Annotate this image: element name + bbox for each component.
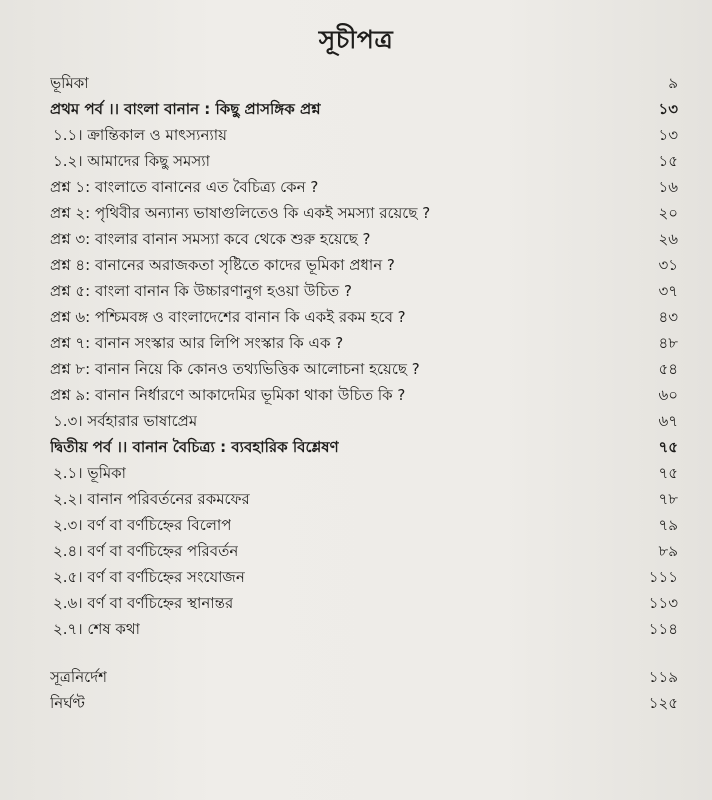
section-gap — [50, 644, 678, 666]
toc-entry-page: ১২৫ — [648, 694, 678, 712]
toc-entry-page: ১১৯ — [648, 668, 678, 686]
toc-entry — [50, 72, 678, 98]
toc-entry-label: ২.৫। বর্ণ বা বর্ণচিহ্নের সংযোজন — [53, 568, 245, 586]
toc-entry-label: ২.৩। বর্ণ বা বর্ণচিহ্নের বিলোপ — [53, 516, 232, 534]
toc-entry-label: প্রশ্ন ২: পৃথিবীর অন্যান্য ভাষাগুলিতেও কি একই সমস্যা রয়েছে ? — [50, 204, 431, 222]
toc-entry — [50, 592, 678, 618]
table-of-contents — [50, 72, 678, 718]
toc-entry — [50, 566, 678, 592]
toc-entry-page: ৭৫ — [658, 464, 678, 482]
toc-entry-page: ৪৮ — [658, 334, 678, 352]
toc-entry-page: ৭৯ — [658, 516, 678, 534]
toc-entry — [50, 514, 678, 540]
toc-entry-label: প্রশ্ন ৭: বানান সংস্কার আর লিপি সংস্কার কি এক ? — [50, 334, 344, 352]
toc-entry-page: ১৬ — [658, 178, 678, 196]
toc-entry — [50, 618, 678, 644]
toc-entry — [50, 410, 678, 436]
toc-entry-label: ১.১। ক্রান্তিকাল ও মাৎস্যন্যায় — [53, 126, 227, 144]
toc-entry — [50, 384, 678, 410]
toc-entry-label: দ্বিতীয় পর্ব ।। বানান বৈচিত্র্য : ব্যবহারিক বিশ্লেষণ — [50, 438, 339, 456]
toc-entry — [50, 280, 678, 306]
toc-entry-label: প্রশ্ন ৫: বাংলা বানান কি উচ্চারণানুগ হওয়া উচিত ? — [50, 282, 352, 300]
toc-entry-label: ১.২। আমাদের কিছু সমস্যা — [53, 152, 210, 170]
toc-part-heading — [50, 98, 678, 124]
toc-entry-page: ৭৮ — [658, 490, 678, 508]
toc-entry-label: প্রশ্ন ৪: বানানের অরাজকতা সৃষ্টিতে কাদের ভূমিকা প্রধান ? — [50, 256, 395, 274]
toc-entry — [50, 332, 678, 358]
toc-entry-label: প্রশ্ন ৮: বানান নিয়ে কি কোনও তথ্যভিত্তিক আলোচনা হয়েছে ? — [50, 360, 420, 378]
toc-entry-label: প্রশ্ন ৩: বাংলার বানান সমস্যা কবে থেকে শুরু হয়েছে ? — [50, 230, 371, 248]
toc-entry-label: ভূমিকা — [50, 74, 89, 92]
toc-entry-page: ৬০ — [658, 386, 678, 404]
toc-entry-label: প্রশ্ন ৯: বানান নির্ধারণে আকাদেমির ভূমিকা থাকা উচিত কি ? — [50, 386, 406, 404]
toc-entry — [50, 150, 678, 176]
toc-entry-label: ২.৬। বর্ণ বা বর্ণচিহ্নের স্থানান্তর — [53, 594, 234, 612]
toc-entry-label: প্রশ্ন ৬: পশ্চিমবঙ্গ ও বাংলাদেশের বানান কি একই রকম হবে ? — [50, 308, 406, 326]
toc-entry-label: ২.৭। শেষ কথা — [53, 620, 140, 638]
toc-entry — [50, 358, 678, 384]
toc-entry-label: নির্ঘণ্ট — [50, 694, 85, 712]
toc-entry — [50, 254, 678, 280]
toc-entry-label: ২.২। বানান পরিবর্তনের রকমফের — [53, 490, 250, 508]
toc-entry-page: ৩১ — [658, 256, 678, 274]
toc-entry-label: সূত্রনির্দেশ — [50, 668, 107, 686]
toc-entry-page: ১৩ — [658, 126, 678, 144]
page-title: সূচীপত্র — [318, 25, 394, 54]
toc-entry-page: ২০ — [658, 204, 678, 222]
toc-entry-page: ৬৭ — [658, 412, 678, 430]
toc-entry — [50, 202, 678, 228]
toc-entry — [50, 462, 678, 488]
toc-entry — [50, 488, 678, 514]
toc-entry — [50, 540, 678, 566]
toc-entry-page: ১১৩ — [648, 594, 678, 612]
toc-entry-page: ১৩ — [658, 100, 678, 118]
toc-entry-page: ৯ — [668, 74, 678, 92]
toc-entry-page: ১৫ — [658, 152, 678, 170]
toc-entry-page: ৫৪ — [658, 360, 678, 378]
back-matter-entry — [50, 666, 678, 692]
toc-entry-page: ১১৪ — [648, 620, 678, 638]
toc-entry-page: ১১১ — [648, 568, 678, 586]
toc-entry-page: ৩৭ — [658, 282, 678, 300]
toc-entry-label: প্রশ্ন ১: বাংলাতে বানানের এত বৈচিত্র্য কেন ? — [50, 178, 319, 196]
toc-entry-page: ২৬ — [658, 230, 678, 248]
toc-entry-page: ৮৯ — [658, 542, 678, 560]
toc-entry-label: ২.৪। বর্ণ বা বর্ণচিহ্নের পরিবর্তন — [53, 542, 239, 560]
toc-entry — [50, 306, 678, 332]
toc-entry — [50, 176, 678, 202]
toc-entry-page: ৭৫ — [658, 438, 678, 456]
toc-entry — [50, 228, 678, 254]
toc-entry-page: ৪৩ — [658, 308, 678, 326]
toc-entry — [50, 124, 678, 150]
toc-part-heading — [50, 436, 678, 462]
toc-entry-label: ১.৩। সর্বহারার ভাষাপ্রেম — [53, 412, 198, 430]
back-matter-entry — [50, 692, 678, 718]
toc-entry-label: প্রথম পর্ব ।। বাংলা বানান : কিছু প্রাসঙ্গিক প্রশ্ন — [50, 100, 321, 118]
toc-entry-label: ২.১। ভূমিকা — [53, 464, 127, 482]
